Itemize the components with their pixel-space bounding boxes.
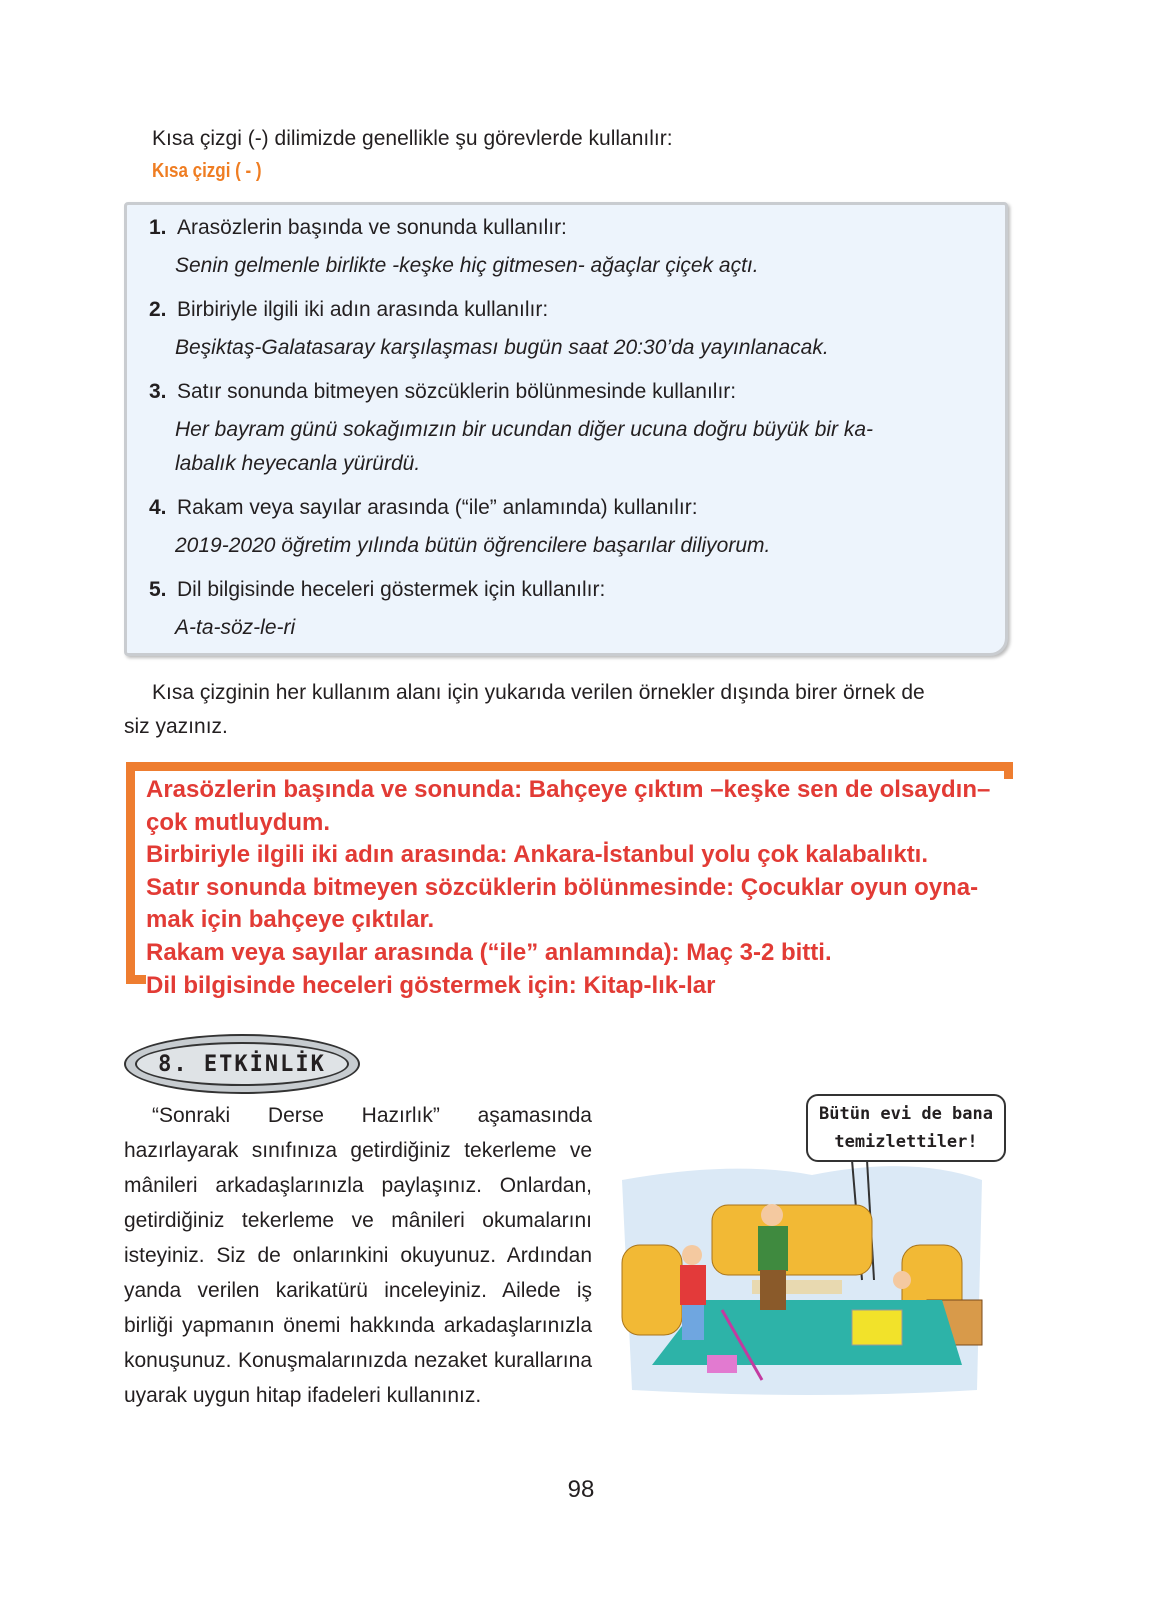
task-line: siz yazınız.	[124, 715, 228, 738]
rule-number: 4.	[149, 496, 167, 519]
task-paragraph	[124, 676, 1008, 744]
bubble-line: temizlettiler!	[834, 1132, 978, 1152]
activity-badge	[124, 1034, 360, 1094]
answer-line: Dil bilgisinde heceleri göstermek için: Kitap-lık-lar	[146, 971, 716, 999]
rule-item	[149, 375, 736, 409]
rule-example: Her bayram günü sokağımızın bir ucundan diğer ucuna doğru büyük bir ka-	[175, 418, 874, 441]
task-line: Kısa çizginin her kullanım alanı için yukarıda verilen örnekler dışında birer örnek de	[152, 681, 925, 704]
rule-text: Satır sonunda bitmeyen sözcüklerin bölünmesinde kullanılır:	[177, 380, 737, 403]
rule-example: 2019-2020 öğretim yılında bütün öğrencilere başarılar diliyorum.	[175, 534, 771, 557]
rule-item	[149, 491, 698, 525]
rule-item	[149, 573, 605, 607]
answer-line: Birbiriyle ilgili iki adın arasında: Ankara-İstanbul yolu çok kalabalıktı.	[146, 841, 929, 869]
page-number: 98	[567, 1476, 595, 1503]
rule-text: Rakam veya sayılar arasında (“ile” anlamında) kullanılır:	[177, 496, 698, 519]
rule-example: Beşiktaş-Galatasaray karşılaşması bugün saat 20:30’da yayınlanacak.	[175, 336, 829, 359]
answer-line: Arasözlerin başında ve sonunda: Bahçeye çıktım –keşke sen de olsaydın–	[146, 776, 991, 803]
rule-item	[149, 211, 567, 245]
answer-line: Satır sonunda bitmeyen sözcüklerin bölünmesinde: Çocuklar oyun oyna-	[146, 873, 979, 901]
rule-number: 1.	[149, 216, 167, 239]
rule-item	[149, 293, 548, 327]
speech-bubble	[806, 1094, 1006, 1162]
answer-line: Rakam veya sayılar arasında (“ile” anlamında): Maç 3-2 bitti.	[146, 938, 832, 966]
rules-box	[124, 202, 1008, 656]
activity-text: “Sonraki Derse Hazırlık” aşamasında hazırlayarak sınıfınıza getirdiğiniz tekerleme ve mânileri arkadaşlarınızla paylaşınız. Onlardan, getirdiğiniz tekerleme ve mânileri okumalarını isteyiniz. Siz de onlarınkini okuyunuz. Ardından yanda verilen karikatürü inceleyiniz. Ailede iş birliği yapmanın önemi hakkında arkadaşlarınızla konuşunuz. Konuşmalarınızda nezaket kurallarına uyarak uygun hitap ifadeleri kullanınız.	[124, 1104, 592, 1407]
section-heading: Kısa çizgi ( - )	[152, 160, 262, 182]
rule-text: Birbiriyle ilgili iki adın arasında kullanılır:	[177, 298, 549, 321]
rule-number: 5.	[149, 578, 167, 601]
answer-text	[146, 774, 1036, 1002]
rule-example: Senin gelmenle birlikte -keşke hiç gitmesen- ağaçlar çiçek açtı.	[175, 254, 759, 277]
rule-number: 3.	[149, 380, 167, 403]
answer-line: mak için bahçeye çıktılar.	[146, 906, 435, 934]
answer-line: çok mutluydum.	[146, 808, 331, 836]
rule-number: 2.	[149, 298, 167, 321]
family-cleaning-cartoon	[612, 1150, 992, 1410]
rule-example-cont: labalık heyecanla yürürdü.	[175, 452, 421, 475]
rule-text: Dil bilgisinde heceleri göstermek için kullanılır:	[177, 578, 606, 601]
rule-text: Arasözlerin başında ve sonunda kullanılır:	[177, 216, 567, 239]
intro-text: Kısa çizgi (-) dilimizde genellikle şu görevlerde kullanılır:	[152, 127, 673, 150]
bubble-line: Bütün evi de bana	[819, 1104, 993, 1124]
rule-example: A-ta-söz-le-ri	[175, 616, 296, 639]
activity-badge-label: 8. ETKİNLİK	[135, 1042, 349, 1086]
